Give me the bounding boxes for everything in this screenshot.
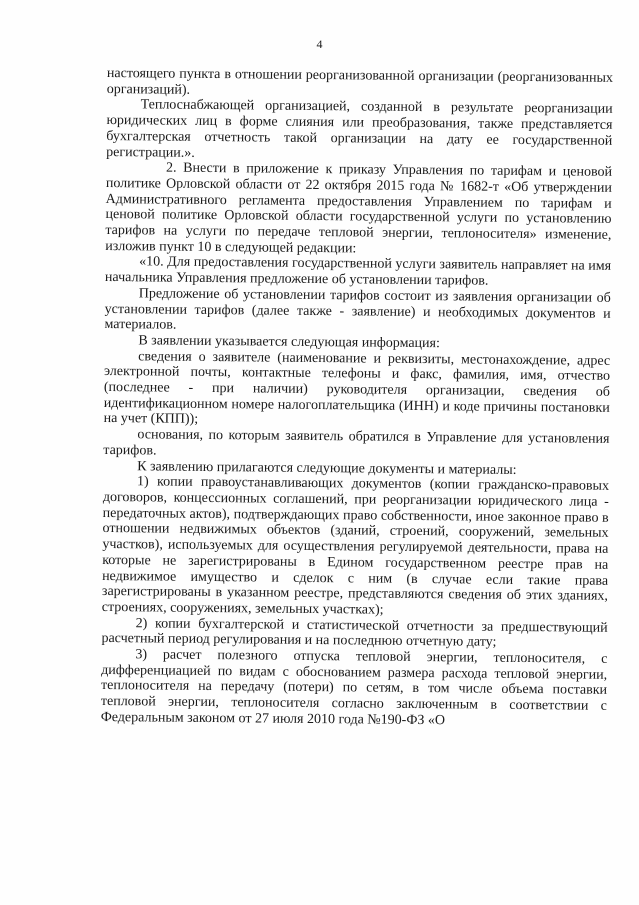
paragraph-list-item-3: 3) расчет полезного отпуска тепловой энергии, теплоносителя, с дифференциацией по видам с обоснованием размера расхода тепловой энергии, теплоносителя на передачу (потери) по сетям, в том числе объема поставки тепловой энергии, теплоносителя согласно заключенным в соответствии с Федеральным законом от 27 июля 2010 года №190-ФЗ «О — [100, 647, 608, 729]
document-body — [101, 66, 613, 730]
paragraph-heat-supply-org: Теплоснабжающей организацией, созданной в результате реорганизации юридических лиц в форме слияния или преобразования, также представляется бухгалтерская отчетность такой организации на дату ее государственной регистрации.». — [106, 97, 613, 161]
paragraph-list-item-2: 2) копии бухгалтерской и статистической отчетности за предшествующий расчетный период регулирования и на последнюю отчетную дату; — [101, 615, 608, 651]
paragraph-item-2: 2. Внести в приложение к приказу Управления по тарифам и ценовой политике Орловской области от 22 октября 2015 года № 1682-т «Об утверждении Административного регламента предоставления Управлением по тарифам и ценовой политике Орловской области государственной услуги по установлению тарифов на услуги по передаче тепловой энергии, теплоносителя» изменение, изложив пункт 10 в следующей редакции: — [105, 160, 613, 257]
paragraph-proposal: Предложение об установлении тарифов состоит из заявления организации об установлении тарифов (далее также - заявление) и необходимых документов и материалов. — [104, 286, 611, 333]
page-number: 4 — [316, 37, 323, 51]
paragraph-list-item-1: 1) копии правоустанавливающих документов (копии гражданско-правовых договоров, концессионных соглашений, при реорганизации юридического лица - передаточных актов), подтверждающих право собственности, иное законное право в отношении недвижимых объектов (зданий, строений, сооружений, земельных участков), используемых для осуществления регулируемой деятельности, права на которые не зарегистрированы в Едином государственном реестре прав на недвижимое имущество и сделок с ним (в случае если такие права зарегистрированы в указанном реестре, представляются сведения об этих зданиях, строениях, сооружениях, земельных участках); — [101, 474, 610, 618]
paragraph-point-10: «10. Для предоставления государственной услуги заявитель направляет на имя начальника Управления предложение об установлении тарифов. — [104, 254, 612, 289]
paragraph-attachments: К заявлению прилагаются следующие документы и материалы: — [137, 458, 517, 478]
paragraph-applicant-details: сведения о заявителе (наименование и реквизиты, местонахождение, адрес электронной почты, контактные телефоны и факс, фамилия, имя, отчество (последнее - при наличии) руководителя организации, сведения об идентификационном номере налогоплательщика (ИНН) и коде причины постановки на учет (КПП)); — [103, 348, 611, 428]
paragraph-continuation: настоящего пункта в отношении реорганизованной организации (реорганизованных организаций). — [106, 66, 613, 98]
paragraph-grounds: основания, по которым заявитель обратился в Управление для установления тарифов. — [103, 427, 610, 459]
paragraph-application-info: В заявлении указывается следующая информация: — [138, 333, 440, 352]
